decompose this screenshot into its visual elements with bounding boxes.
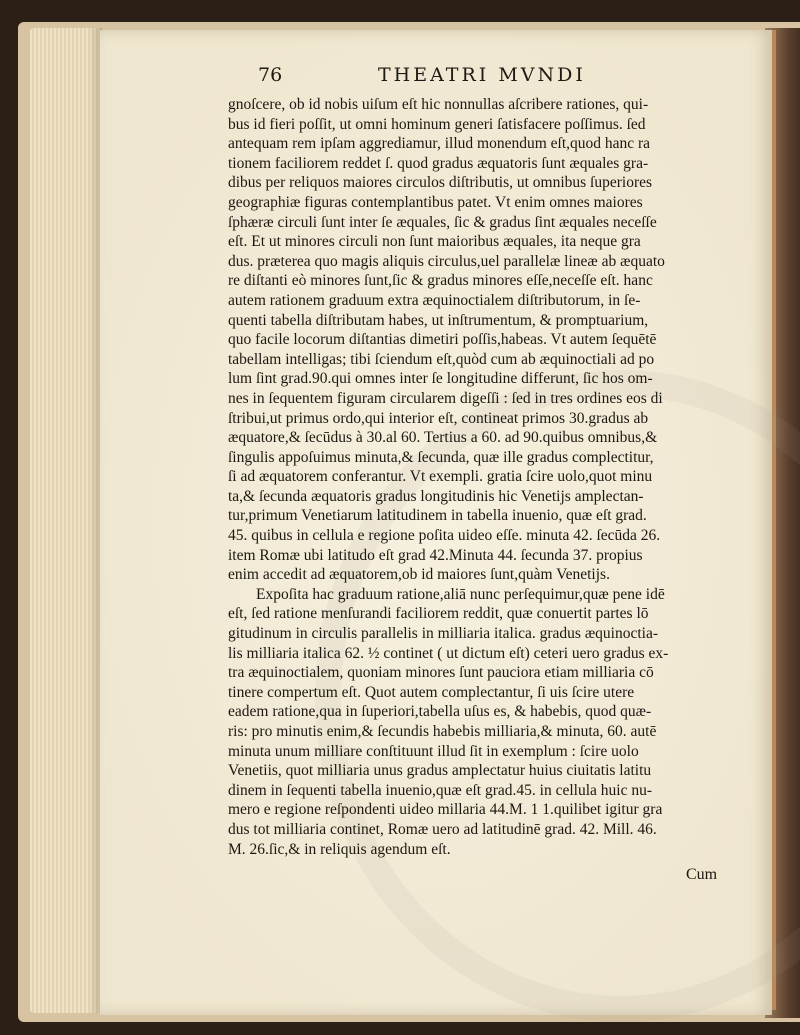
- text-line: quenti tabella diſtributam habes, ut inſtrumentum, & promptuarium,: [228, 311, 649, 329]
- text-line: æquatore,& ſecūdus à 30.al 60. Tertius a 60. ad 90.quibus omnibus,&: [228, 429, 658, 447]
- text-line: minuta unum milliare conſtituunt illud ſit in exemplum : ſcire uolo: [228, 742, 639, 760]
- text-line: Venetiis, quot milliaria unus gradus amplectatur huius ciuitatis latitu: [228, 762, 652, 780]
- text-line: item Romæ ubi latitudo eſt grad 42.Minuta 44. ſecunda 37. propius: [228, 546, 643, 564]
- text-line: eſt. Et ut minores circuli non ſunt maioribus æquales, ita neque gra: [228, 233, 641, 251]
- text-line: tur,primum Venetiarum latitudinem in tabella inuenio, quæ eſt grad.: [228, 507, 647, 525]
- text-line: autem rationem graduum extra æquinoctialem diſtributorum, in ſe-: [228, 291, 641, 309]
- text-line: 45. quibus in cellula e regione poſita uideo eſſe. minuta 42. ſecūda 26.: [228, 527, 661, 545]
- text-line: tinere compertum eſt. Quot autem complectantur, ſi uis ſcire utere: [228, 683, 635, 701]
- text-line: re diſtanti eò minores ſunt,ſic & gradus minores eſſe,neceſſe eſt. hanc: [228, 272, 653, 290]
- text-line: bus id fieri poſſit, ut omni hominum generi ſatisfacere poſſimus. ſed: [228, 115, 646, 133]
- text-line: nes in ſequentem figuram circularem digeſſi : ſed in tres ordines eos di: [228, 389, 663, 407]
- text-line: enim accedit ad æquatorem,ob id maiores ſunt,quàm Venetijs.: [228, 566, 610, 584]
- text-line: gitudinum in circulis parallelis in milliaria italica. gradus æquinoctia-: [228, 625, 659, 643]
- text-line: tra æquinoctialem, quoniam minores ſunt pauciora etiam milliaria cō: [228, 664, 654, 682]
- text-line: antequam rem ipſam aggrediamur, illud monendum eſt,quod hanc ra: [228, 135, 651, 153]
- paragraph-start-line: Expoſita hac graduum ratione,aliā nunc perſequimur,quæ pene idē: [256, 585, 665, 603]
- text-line: lis milliaria italica 62. ½ continet ( ut dictum eſt) ceteri uero gradus ex-: [228, 644, 669, 662]
- text-line: M. 26.ſic,& in reliquis agendum eſt.: [228, 840, 451, 858]
- page-header: [258, 64, 738, 94]
- text-line: ris: pro minutis enim,& ſecundis habebis milliaria,& minuta, 60. autē: [228, 723, 657, 740]
- text-line: gnoſcere, ob id nobis uiſum eſt hic nonnullas aſcribere rationes, qui-: [228, 96, 649, 113]
- catchword: Cum: [686, 866, 718, 883]
- text-line: eſt, ſed ratione menſurandi faciliorem reddit, quæ conuertit partes lō: [228, 605, 649, 623]
- body-text: [228, 95, 770, 859]
- text-line: tionem faciliorem reddet ſ. quod gradus æquatoris ſunt æquales gra-: [228, 154, 649, 172]
- text-line: quo facile locorum diſtantias dimetiri poſſis,habeas. Vt autem ſequētē: [228, 331, 657, 349]
- text-line: mero e regione reſpondenti uideo millaria 44.M. 1 1.quilibet igitur gra: [228, 801, 663, 819]
- page-number: 76: [258, 64, 283, 86]
- text-line: ſi ad æquatorem conferantur. Vt exempli. gratia ſcire uolo,quot minu: [228, 468, 653, 486]
- text-line: ſingulis appoſuimus minuta,& ſecunda, quæ ille gradus complectitur,: [228, 448, 654, 466]
- text-line: ſtribui,ut primus ordo,qui interior eſt, contineat primos 30.gradus ab: [228, 409, 649, 427]
- text-line: dinem in ſequenti tabella inuenio,quæ eſt grad.45. in cellula huic nu-: [228, 781, 652, 799]
- text-line: dus. præterea quo magis aliquis circulus,uel parallelæ lineæ ab æquato: [228, 252, 665, 270]
- text-line: lum ſint grad.90.qui omnes inter ſe longitudine differunt, ſic hos om-: [228, 370, 653, 388]
- text-line: dus tot milliaria continet, Romæ uero ad latitudinē grad. 42. Mill. 46.: [228, 820, 657, 838]
- text-line: tabellam intelligas; tibi ſciendum eſt,quòd cum ab æquinoctiali ad po: [228, 350, 655, 368]
- text-line: geographiæ figuras contemplantibus patet. Vt enim omnes maiores: [228, 193, 643, 211]
- text-line: dibus per reliquos maiores circulos diſtributis, ut omnibus ſuperiores: [228, 174, 653, 192]
- text-line: ta,& ſecunda æquatoris gradus longitudinis hic Venetijs amplectan-: [228, 487, 644, 505]
- text-line: eadem ratione,qua in ſuperiori,tabella uſus es, & habebis, quod quæ-: [228, 703, 652, 721]
- text-line: ſphæræ circuli ſunt inter ſe æquales, ſic & gradus ſint æquales neceſſe: [228, 213, 657, 231]
- running-head: THEATRI MVNDI: [378, 64, 586, 86]
